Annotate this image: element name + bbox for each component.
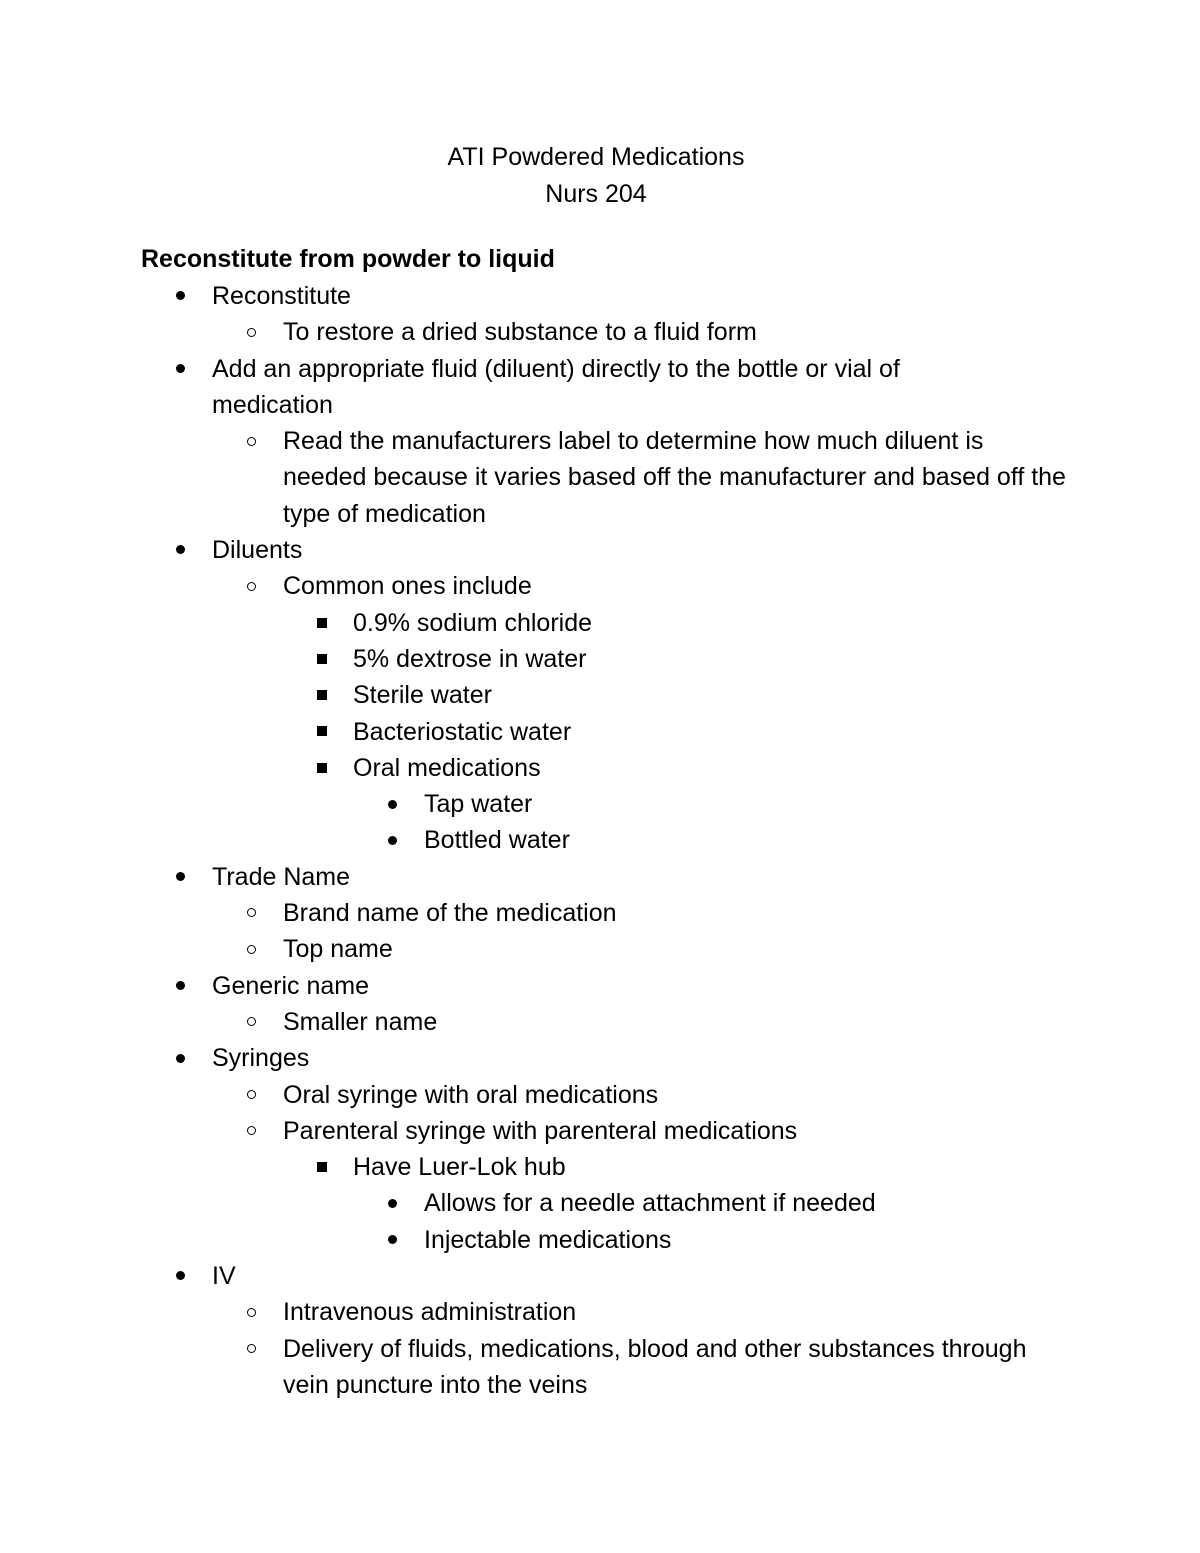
list-item: 0.9% sodium chloride	[0, 605, 1053, 641]
bullet-dot-icon	[176, 1258, 185, 1294]
title-block	[0, 139, 1192, 213]
bullet-square-icon	[317, 677, 327, 713]
list-item: Oral medications	[0, 750, 1053, 786]
list-item: Intravenous administration	[0, 1294, 1073, 1330]
list-item: Trade Name	[0, 859, 1012, 895]
bullet-dot-icon	[176, 278, 185, 314]
list-item: Injectable medications	[0, 1222, 1124, 1258]
section-heading: Reconstitute from powder to liquid	[141, 245, 555, 273]
list-item: Parenteral syringe with parenteral medications	[0, 1113, 1073, 1149]
list-item: Top name	[0, 931, 1073, 967]
document-title: ATI Powdered Medications	[447, 143, 745, 171]
list-item: Bacteriostatic water	[0, 714, 1053, 750]
bullet-ring-icon	[247, 314, 256, 350]
list-item: Diluents	[0, 532, 1012, 568]
bullet-square-icon	[317, 1149, 327, 1185]
bullet-square-icon	[317, 605, 327, 641]
bullet-ring-icon	[247, 568, 256, 604]
list-item: Have Luer-Lok hub	[0, 1149, 1053, 1185]
bullet-dot-icon	[176, 859, 185, 895]
bullet-square-icon	[317, 750, 327, 786]
list-item: Allows for a needle attachment if needed	[0, 1185, 1124, 1221]
bullet-outline	[0, 278, 1200, 1403]
bullet-dot-icon	[176, 968, 185, 1004]
bullet-ring-icon	[247, 1004, 256, 1040]
document-subtitle: Nurs 204	[545, 180, 647, 208]
bullet-ring-icon	[247, 1113, 256, 1149]
list-item: Delivery of fluids, medications, blood and other substances through vein puncture into the veins	[0, 1331, 1073, 1404]
list-item: Common ones include	[0, 568, 1073, 604]
list-item: 5% dextrose in water	[0, 641, 1053, 677]
list-item: Tap water	[0, 786, 1124, 822]
bullet-dot-icon	[176, 532, 185, 568]
bullet-dot-icon	[176, 1040, 185, 1076]
list-item: Oral syringe with oral medications	[0, 1077, 1073, 1113]
bullet-ring-icon	[247, 1077, 256, 1113]
list-item: Bottled water	[0, 822, 1124, 858]
list-item: Brand name of the medication	[0, 895, 1073, 931]
bullet-dot-icon	[388, 1222, 397, 1258]
bullet-ring-icon	[247, 931, 256, 967]
list-item: To restore a dried substance to a fluid form	[0, 314, 1073, 350]
bullet-square-icon	[317, 641, 327, 677]
list-item: Read the manufacturers label to determine how much diluent is needed because it varies based off the manufacturer and based off the type of medication	[0, 423, 1073, 532]
list-item: Add an appropriate fluid (diluent) directly to the bottle or vial of medication	[0, 351, 1012, 424]
bullet-dot-icon	[388, 1185, 397, 1221]
list-item: Sterile water	[0, 677, 1053, 713]
bullet-ring-icon	[247, 895, 256, 931]
bullet-dot-icon	[388, 786, 397, 822]
bullet-ring-icon	[247, 423, 256, 459]
bullet-ring-icon	[247, 1331, 256, 1367]
bullet-ring-icon	[247, 1294, 256, 1330]
list-item: Smaller name	[0, 1004, 1073, 1040]
list-item: Reconstitute	[0, 278, 1012, 314]
bullet-dot-icon	[388, 822, 397, 858]
list-item: Generic name	[0, 968, 1012, 1004]
bullet-dot-icon	[176, 351, 185, 387]
list-item: Syringes	[0, 1040, 1012, 1076]
list-item: IV	[0, 1258, 1012, 1294]
bullet-square-icon	[317, 714, 327, 750]
